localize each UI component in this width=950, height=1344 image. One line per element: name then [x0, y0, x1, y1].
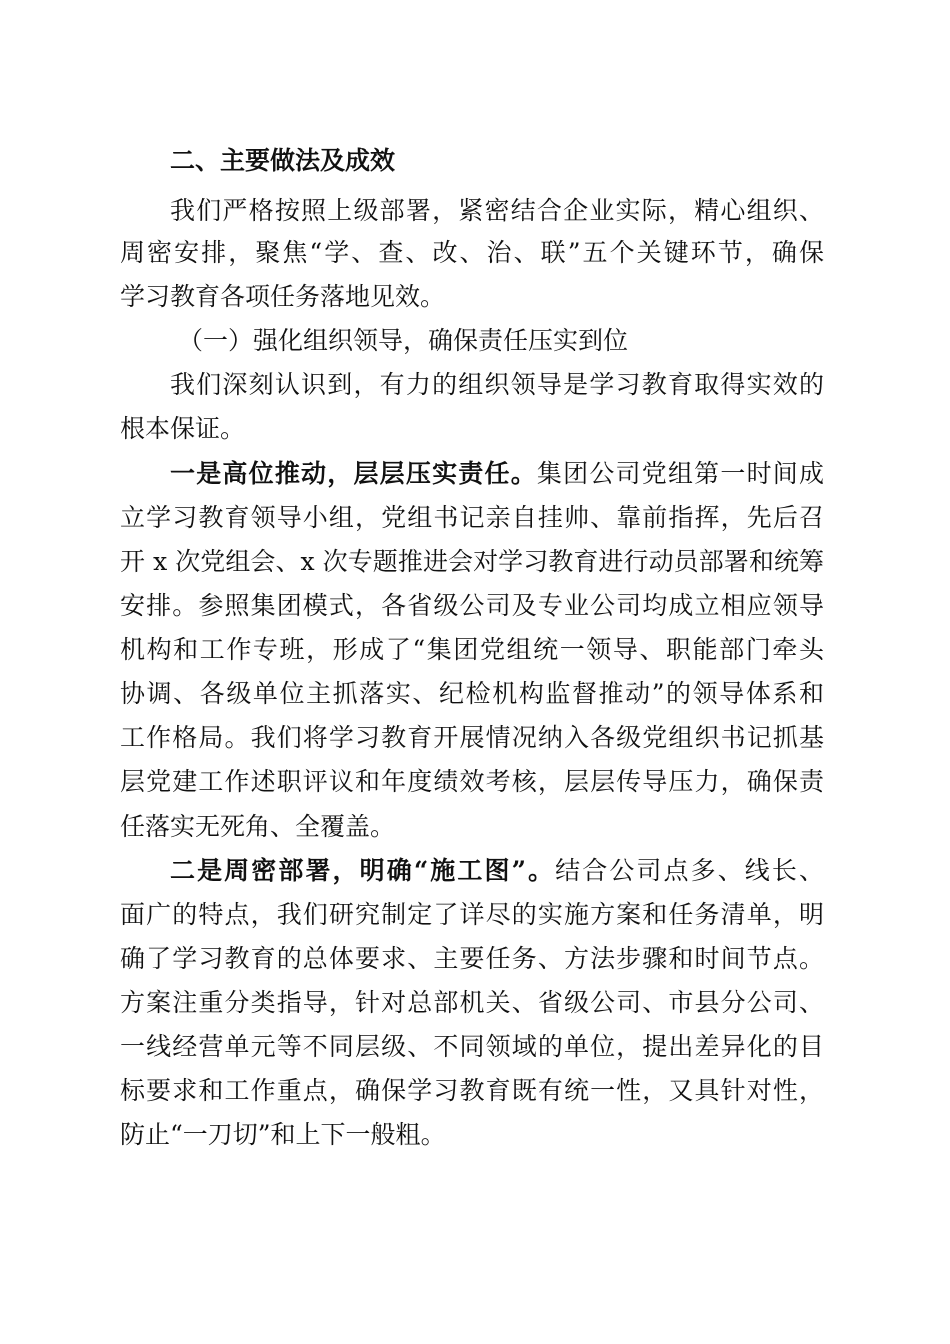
paragraph-lead: 一是高位推动，层层压实责任。: [170, 459, 537, 488]
paragraph-text: 结合公司点多、线长、: [555, 856, 824, 885]
intro-line: 周密安排，聚焦“学、查、改、治、联”五个关键环节，确保: [120, 238, 824, 267]
paragraph-line: 机构和工作专班，形成了“集团党组统一领导、职能部门牵头: [120, 635, 824, 664]
paragraph-line: 协调、各级单位主抓落实、纪检机构监督推动”的领导体系和: [120, 679, 824, 708]
paragraph-line: 层党建工作述职评议和年度绩效考核，层层传导压力，确保责: [120, 767, 824, 796]
paragraph-first-line: [120, 846, 824, 896]
document-page: [120, 0, 824, 1344]
paragraph-line: 一线经营单元等不同层级、不同领域的单位，提出差异化的目: [120, 1032, 824, 1061]
paragraph-line: 我们深刻认识到，有力的组织领导是学习教育取得实效的: [170, 370, 824, 399]
paragraph-line: 开 x 次党组会、x 次专题推进会对学习教育进行动员部署和统筹: [120, 547, 824, 576]
paragraph-lead: 二是周密部署，明确“施工图”。: [170, 856, 556, 885]
section-heading: 二、主要做法及成效: [170, 146, 396, 175]
paragraph-line: 安排。参照集团模式，各省级公司及专业公司均成立相应领导: [120, 591, 824, 620]
paragraph-line: 标要求和工作重点，确保学习教育既有统一性，又具针对性，: [120, 1076, 824, 1105]
paragraph-first-line: [120, 449, 824, 499]
paragraph-line: 面广的特点，我们研究制定了详尽的实施方案和任务清单，明: [120, 900, 824, 929]
intro-line: 我们严格按照上级部署，紧密结合企业实际，精心组织、: [170, 196, 824, 225]
paragraph-line: 根本保证。: [120, 414, 246, 443]
paragraph-line: 工作格局。我们将学习教育开展情况纳入各级党组织书记抓基: [120, 723, 824, 752]
paragraph-line: 任落实无死角、全覆盖。: [120, 812, 396, 841]
paragraph-line: 立学习教育领导小组，党组书记亲自挂帅、靠前指挥，先后召: [120, 503, 824, 532]
paragraph-line: 防止“一刀切”和上下一般粗。: [120, 1120, 446, 1149]
intro-line: 学习教育各项任务落地见效。: [120, 282, 446, 311]
paragraph-text: 集团公司党组第一时间成: [536, 459, 824, 488]
subheading: （一）强化组织领导，确保责任压实到位: [178, 326, 629, 355]
paragraph-line: 确了学习教育的总体要求、主要任务、方法步骤和时间节点。: [120, 944, 824, 973]
paragraph-line: 方案注重分类指导，针对总部机关、省级公司、市县分公司、: [120, 988, 824, 1017]
